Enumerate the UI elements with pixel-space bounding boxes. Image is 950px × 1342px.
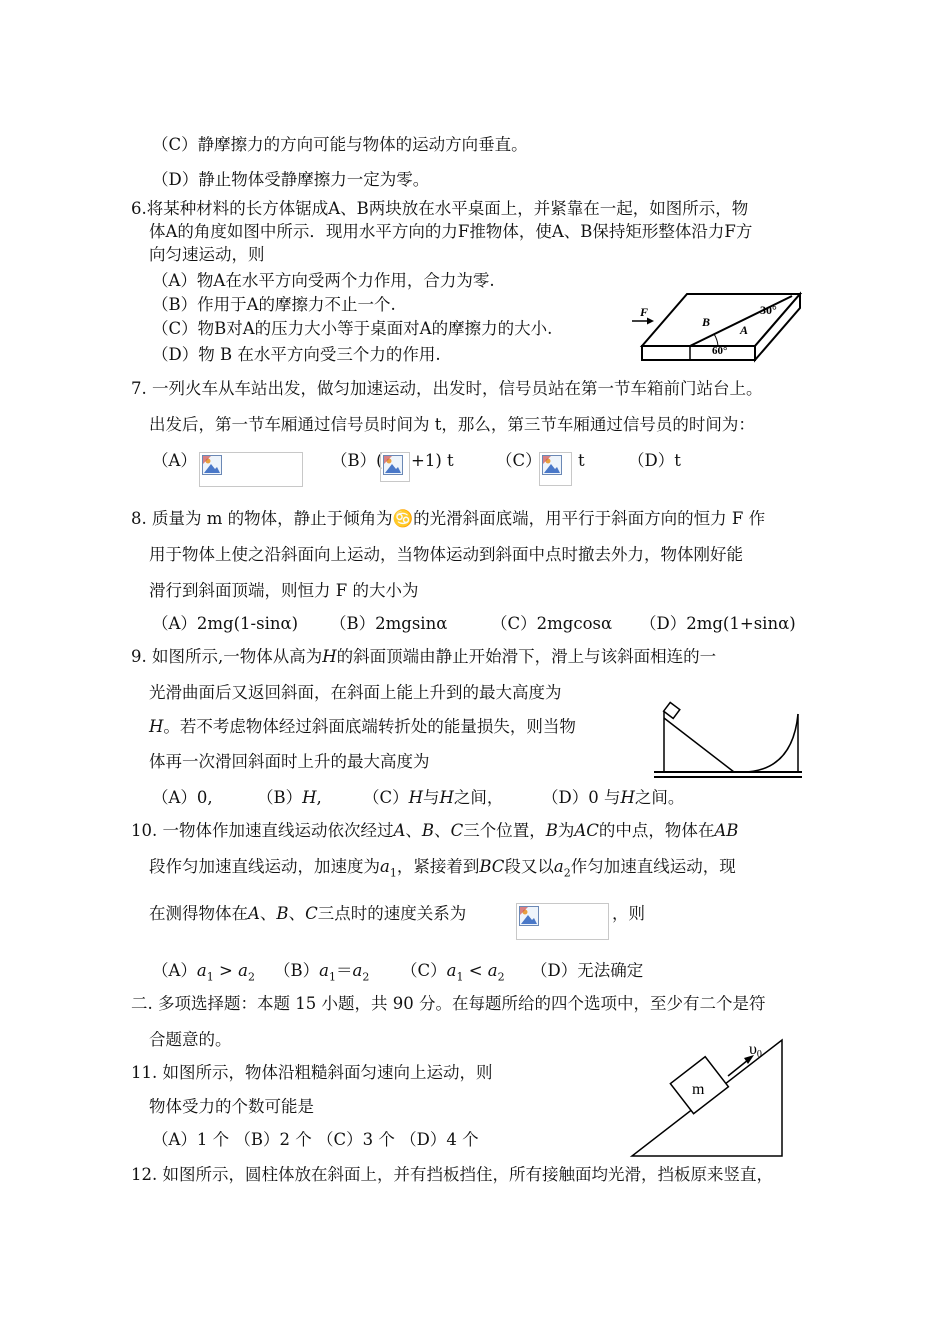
q10-line3-tail: ，则 (612, 904, 645, 923)
q11-stem-line1: 11. 如图所示，物体沿粗糙斜面匀速向上运动，则 (131, 1063, 493, 1082)
q7-option-c-prefix: （C） (496, 451, 542, 470)
q10-sep: 、 (288, 904, 306, 923)
q6-fig-label-30: 30° (760, 303, 777, 317)
q10-a2: a (487, 961, 498, 980)
q10-accel-a1: a (380, 857, 390, 876)
q12-stem-line1: 12. 如图所示，圆柱体放在斜面上，并有挡板挡住，所有接触面均光滑，挡板原来竖直， (131, 1165, 773, 1184)
q7-option-c-formula-image (539, 452, 572, 486)
q10-a1-sub: 1 (206, 970, 214, 984)
q10-a2-sub: 2 (362, 970, 370, 984)
q7-option-c-suffix: t (578, 451, 585, 470)
q8-stem-line3: 滑行到斜面顶端，则恒力 F 的大小为 (149, 581, 419, 600)
q10-line2-d: 作匀加速直线运动，现 (570, 857, 736, 876)
q10-point-a: A (393, 821, 406, 840)
q9-stem-line1 (131, 646, 716, 668)
q6-stem-line2: 体A的角度如图中所示．现用水平方向的力F推物体，使A、B保持矩形整体沿力F方 (149, 222, 753, 241)
broken-image-icon (542, 455, 562, 475)
q9-option-b (257, 787, 322, 809)
q11-figure-incline (628, 1036, 786, 1160)
q9-height-h: H (322, 647, 337, 666)
q9-option-d-tail: 之间。 (634, 788, 685, 807)
q10-velocity-formula-image (516, 903, 609, 940)
q10-line3-a: 在测得物体在 (149, 904, 248, 923)
q10-line1-d: 的中点，物体在 (598, 821, 715, 840)
q6-option-b: （B）作用于A的摩擦力不止一个. (152, 295, 396, 314)
q11-fig-v-sub: 0 (756, 1049, 762, 1060)
q10-point-c: C (305, 904, 318, 923)
q10-line1-a: 10. 一物体作加速直线运动依次经过 (131, 821, 394, 840)
q10-rel-lt: < (463, 961, 488, 980)
q5-option-c: （C）静摩擦力的方向可能与物体的运动方向垂直。 (152, 135, 528, 154)
q10-a1: a (319, 961, 329, 980)
q6-option-c: （C）物B对A的压力大小等于桌面对A的摩擦力的大小. (152, 319, 553, 338)
q6-fig-label-b: B (702, 315, 711, 329)
q8-stem-line1: 8. 质量为 m 的物体，静止于倾角为♋的光滑斜面底端，用平行于斜面方向的恒力 F 作 (131, 509, 766, 528)
q9-option-c-h2: H (439, 788, 454, 807)
q10-line2-a: 段作匀加速直线运动，加速度为 (149, 857, 380, 876)
q10-line1-b: 三个位置， (463, 821, 546, 840)
q10-rel-gt: > (213, 961, 239, 980)
q9-option-a: （A）0, (152, 788, 213, 807)
q7-stem-line2: 出发后，第一节车厢通过信号员时间为 t，那么，第三节车厢通过信号员的时间为： (149, 415, 755, 434)
q10-option-c (401, 960, 505, 988)
q9-option-c-label: （C） (363, 788, 409, 807)
q9-height-h: H (149, 717, 164, 736)
q7-option-b-prefix: （B）( (331, 451, 383, 470)
q9-stem-line1-b: 的斜面顶端由静止开始滑下，滑上与该斜面相连的一 (336, 647, 717, 666)
broken-image-icon (383, 455, 403, 475)
q6-stem-line1: 6.将某种材料的长方体锯成A、B两块放在水平桌面上，并紧靠在一起，如图所示，物 (131, 199, 749, 218)
q7-option-b-formula-image (380, 452, 410, 482)
q9-stem-line3 (149, 716, 576, 738)
q9-option-b-comma: , (316, 788, 322, 807)
q6-fig-label-a: A (740, 323, 749, 337)
q9-option-b-h: H (302, 788, 317, 807)
q10-accel-a2-sub: 2 (563, 866, 571, 880)
section2-heading-line2: 合题意的。 (149, 1030, 232, 1049)
q9-option-d-h: H (620, 788, 635, 807)
q9-option-d (542, 787, 684, 809)
section2-heading-line1: 二. 多项选择题：本题 15 小题，共 90 分。在每题所给的四个选项中，至少有二个是符 (131, 994, 766, 1013)
q11-options: （A）1 个 （B）2 个 （C）3 个 （D）4 个 (152, 1130, 479, 1149)
q10-segment-bc: BC (479, 857, 505, 876)
q10-stem-line2 (149, 856, 736, 884)
q9-figure-slope-curve (652, 700, 804, 780)
q10-line2-c: 段又以 (504, 857, 554, 876)
q7-option-a-label: （A） (152, 451, 197, 470)
q11-fig-velocity-label (749, 1041, 762, 1060)
q9-option-d-label: （D）0 与 (542, 788, 621, 807)
q10-accel-a1-sub: 1 (389, 866, 397, 880)
q10-a2: a (352, 961, 363, 980)
q10-point-a: A (248, 904, 260, 923)
q10-sep: 、 (259, 904, 277, 923)
q6-option-a: （A）物A在水平方向受两个力作用，合力为零. (152, 271, 495, 290)
q9-stem-line3-b: 。若不考虑物体经过斜面底端转折处的能量损失，则当物 (163, 717, 576, 736)
q8-option-a: （A）2mg(1-sinα) (152, 614, 299, 633)
broken-image-icon (519, 906, 539, 926)
q6-figure-blocks (632, 288, 807, 370)
q10-segment-ac: AC (574, 821, 599, 840)
q9-option-c (363, 787, 503, 809)
q10-option-a (152, 960, 255, 988)
q10-sep: 、 (405, 821, 422, 840)
q10-a1-sub: 1 (456, 970, 464, 984)
q10-option-c-label: （C） (401, 961, 447, 980)
q9-option-c-h1: H (408, 788, 424, 807)
q6-fig-label-60: 60° (712, 345, 728, 357)
q9-option-b-label: （B） (257, 788, 303, 807)
q10-point-b: B (421, 821, 435, 840)
q10-line1-c: 为 (557, 821, 575, 840)
q10-point-b: B (276, 904, 289, 923)
q8-stem-line2: 用于物体上使之沿斜面向上运动，当物体运动到斜面中点时撤去外力，物体刚好能 (149, 545, 743, 564)
q8-option-d: （D）2mg(1+sinα) (640, 614, 796, 633)
q11-fig-mass-label: m (692, 1081, 705, 1098)
q8-option-b: （B）2mgsinα (330, 614, 448, 633)
q10-a1: a (196, 961, 207, 980)
q9-stem-line2: 光滑曲面后又返回斜面，在斜面上能上升到的最大高度为 (149, 683, 562, 702)
q9-stem-line4: 体再一次滑回斜面时上升的最大高度为 (149, 752, 430, 771)
q10-sep: 、 (434, 821, 451, 840)
q7-option-d: （D）t (628, 451, 681, 470)
q10-a1-sub: 1 (328, 970, 336, 984)
q10-stem-line1 (131, 820, 738, 842)
q10-rel-eq: ＝ (335, 961, 353, 980)
q10-line2-b: ，紧接着到 (396, 857, 480, 876)
q10-option-d: （D）无法确定 (531, 961, 644, 980)
q11-stem-line2: 物体受力的个数可能是 (149, 1097, 314, 1116)
q10-point-c: C (450, 821, 464, 840)
broken-image-icon (202, 455, 222, 475)
q10-a2: a (238, 961, 248, 980)
q9-option-c-mid: 与 (423, 788, 440, 807)
q11-fig-v: υ (749, 1041, 757, 1058)
q10-segment-ab: AB (714, 821, 739, 840)
q6-option-d: （D）物 B 在水平方向受三个力的作用. (152, 345, 441, 364)
q5-option-d: （D）静止物体受静摩擦力一定为零。 (152, 170, 430, 189)
q10-option-a-label: （A） (152, 961, 197, 980)
q10-stem-line3 (149, 903, 466, 925)
q10-a1: a (446, 961, 457, 980)
q7-option-a-formula-image (199, 452, 303, 487)
q10-line3-b: 三点时的速度关系为 (317, 904, 467, 923)
q7-stem-line1: 7. 一列火车从车站出发，做匀加速运动，出发时，信号员站在第一节车箱前门站台上。 (131, 379, 763, 398)
q8-option-c: （C）2mgcosα (491, 614, 613, 633)
q6-fig-label-f: F (640, 305, 649, 319)
q9-stem-line1-a: 9. 如图所示,一物体从高为 (131, 647, 323, 666)
q9-option-c-tail: 之间， (453, 788, 504, 807)
q10-option-b (274, 960, 369, 988)
q10-accel-a2: a (553, 857, 564, 876)
q10-point-b: B (545, 821, 558, 840)
q10-option-b-label: （B） (274, 961, 320, 980)
q10-a2-sub: 2 (247, 970, 255, 984)
q7-option-b-suffix: +1) t (411, 451, 454, 470)
q10-a2-sub: 2 (497, 970, 505, 984)
q6-stem-line3: 向匀速运动，则 (149, 245, 265, 264)
